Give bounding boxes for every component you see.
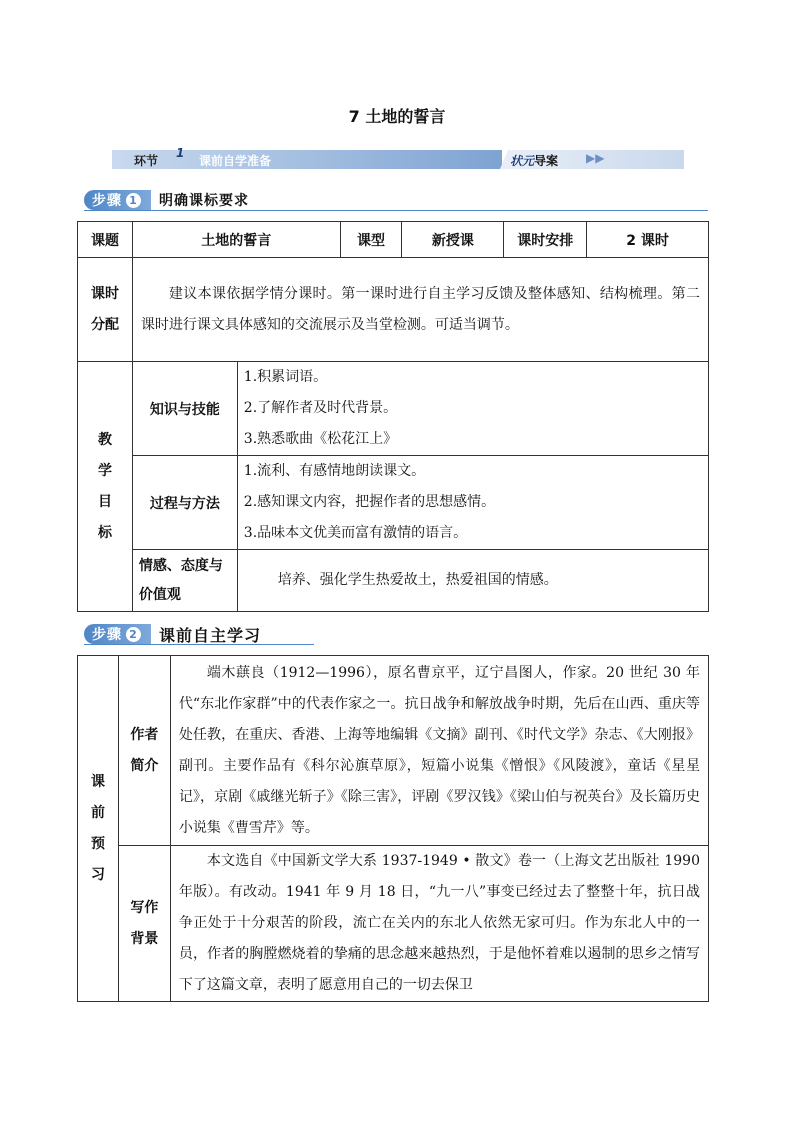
double-arrow-icon: ▶▶ xyxy=(586,151,605,165)
list-item: 1.流利、有感情地朗读课文。 xyxy=(243,463,426,479)
author-label-line2: 简介 xyxy=(130,757,159,774)
banner-bar-left xyxy=(112,150,502,169)
goals-label-char2: 学 xyxy=(97,462,112,479)
type-label: 课型 xyxy=(340,222,402,258)
step2-badge-text: 步骤 xyxy=(92,627,122,643)
preview-side-char4: 习 xyxy=(90,866,105,883)
banner-env-title: 课前自学准备 xyxy=(199,154,272,168)
course-info-table xyxy=(77,221,709,612)
banner-env-number: 1 xyxy=(176,146,185,160)
step1-badge xyxy=(84,190,151,210)
topic-label: 课题 xyxy=(78,222,133,258)
author-text: 端木蕻良（1912—1996），原名曹京平，辽宁昌图人，作家。20 世纪 30 年代“东北作家群”中的代表作家之一。抗日战争和解放战争时期，先后在山西、重庆等处任教，在重庆、香港、上海等地编辑《文摘》副刊、《时代文学》杂志、《大刚报》副刊。主要作品有《科尔沁旗草原》，短篇小说集《憎恨》《风陵渡》，童话《星星记》，京剧《戚继光斩子》《除三害》，评剧《罗汉钱》《梁山伯与祝英台》及长篇历史小说集《曹雪芹》等。 xyxy=(178,664,700,836)
allocation-cell xyxy=(132,258,708,362)
author-label-line1: 作者 xyxy=(130,726,159,743)
step1-heading xyxy=(84,189,249,211)
step1-badge-text: 步骤 xyxy=(92,193,122,209)
step2-label: 课前自主学习 xyxy=(159,625,262,645)
section-banner xyxy=(112,146,684,169)
goals-label-char3: 目 xyxy=(97,493,112,510)
list-item: 2.感知课文内容，把握作者的思想感情。 xyxy=(243,494,496,510)
allocation-label-line1: 课时 xyxy=(90,285,119,302)
goal-knowledge-items xyxy=(237,362,708,456)
step2-badge xyxy=(84,624,151,644)
author-label xyxy=(118,656,170,846)
banner-env-label: 环节 xyxy=(134,154,159,168)
background-cell xyxy=(170,846,708,1002)
step2-underline xyxy=(84,644,314,645)
step2-number: 2 xyxy=(126,627,141,642)
goal-process-label: 过程与方法 xyxy=(132,456,237,550)
preview-side-char3: 预 xyxy=(90,835,105,852)
step2-heading xyxy=(84,623,261,645)
schedule-value: 2 课时 xyxy=(587,222,709,258)
goals-label xyxy=(78,362,133,612)
goal-emotion-label xyxy=(132,550,237,612)
list-item: 3.品味本文优美而富有激情的语言。 xyxy=(243,525,468,541)
step1-label: 明确课标要求 xyxy=(159,193,249,209)
type-value: 新授课 xyxy=(402,222,504,258)
goal-emotion-label-line1: 情感、态度与 xyxy=(138,557,223,574)
background-label-line1: 写作 xyxy=(130,899,159,916)
goals-label-char4: 标 xyxy=(97,524,112,541)
background-label xyxy=(118,846,170,1002)
goal-emotion-label-line2: 价值观 xyxy=(138,586,181,603)
author-cell xyxy=(170,656,708,846)
banner-right-b: 导案 xyxy=(534,154,559,168)
goal-knowledge-label: 知识与技能 xyxy=(132,362,237,456)
banner-right-label xyxy=(510,152,558,169)
preview-table xyxy=(77,655,709,1002)
background-label-line2: 背景 xyxy=(130,930,159,947)
goal-process-items xyxy=(237,456,708,550)
allocation-label-line2: 分配 xyxy=(90,316,119,333)
background-text: 本文选自《中国新文学大系 1937-1949 • 散文》卷一（上海文艺出版社 1990 年版）。有改动。1941 年 9 月 18 日，“九一八”事变已经过去了整整十年，抗日战争正处于十分艰苦的阶段，流亡在关内的东北人依然无家可归。作为东北人中的一员，作者的胸膛燃烧着的挚痛的思念越来越热烈，于是他怀着难以遏制的思乡之情写下了这篇文章，表明了愿意用自己的一切去保卫 xyxy=(178,853,700,993)
preview-side-char2: 前 xyxy=(90,804,105,821)
goals-label-char1: 教 xyxy=(97,431,112,448)
list-item: 3.熟悉歌曲《松花江上》 xyxy=(243,431,398,447)
page-title: 7 土地的誓言 xyxy=(348,107,446,126)
preview-side-char1: 课 xyxy=(90,773,105,790)
allocation-text: 建议本课依据学情分课时。第一课时进行自主学习反馈及整体感知、结构梳理。第二课时进行课文具体感知的交流展示及当堂检测。可适当调节。 xyxy=(140,285,700,333)
topic-value: 土地的誓言 xyxy=(132,222,340,258)
goal-emotion-text: 培养、强化学生热爱故土，热爱祖国的情感。 xyxy=(277,572,558,588)
list-item: 2.了解作者及时代背景。 xyxy=(243,400,398,416)
banner-right-a: 状元 xyxy=(510,154,535,168)
list-item: 1.积累词语。 xyxy=(243,369,328,385)
preview-side-label xyxy=(78,656,119,1002)
goal-emotion-cell xyxy=(237,550,708,612)
schedule-label: 课时安排 xyxy=(504,222,587,258)
step1-number: 1 xyxy=(126,193,141,208)
step1-underline xyxy=(84,210,708,211)
allocation-label xyxy=(78,258,133,362)
